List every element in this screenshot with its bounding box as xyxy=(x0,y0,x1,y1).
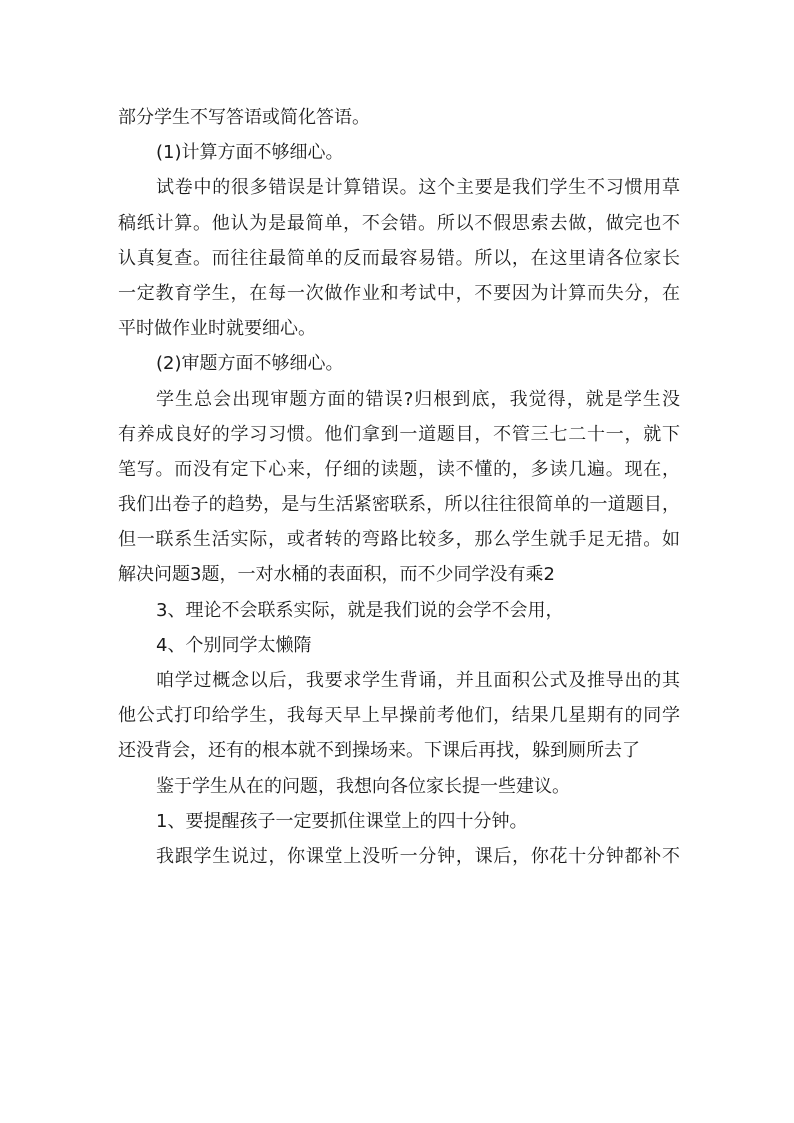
text-line: 认真复查。而往往最简单的反而最容易错。所以，在这里请各位家长 xyxy=(118,247,680,269)
text-line: 3、理论不会联系实际，就是我们说的会学不会用， xyxy=(156,599,564,621)
text-line: 稿纸计算。他认为是最简单，不会错。所以不假思索去做，做完也不 xyxy=(118,212,680,234)
text-line: 咱学过概念以后，我要求学生背诵，并且面积公式及推导出的其 xyxy=(156,670,680,691)
text-line: 平时做作业时就要细心。 xyxy=(118,318,316,340)
text-line: 鉴于学生从在的问题，我想向各位家长提一些建议。 xyxy=(156,775,570,797)
text-line: 我们出卷子的趋势，是与生活紧密联系，所以往往很简单的一道题目， xyxy=(118,494,680,516)
text-line: 他公式打印给学生，我每天早上早操前考他们，结果几星期有的同学 xyxy=(118,705,680,727)
text-line: 还没背会，还有的根本就不到操场来。下课后再找，躲到厕所去了 xyxy=(118,740,640,762)
text-line: 一定教育学生，在每一次做作业和考试中，不要因为计算而失分，在 xyxy=(118,282,680,304)
text-line: 有养成良好的学习习惯。他们拿到一道题目，不管三七二十一，就下 xyxy=(118,423,680,445)
text-line: (1)计算方面不够细心。 xyxy=(156,142,344,164)
text-line: 试卷中的很多错误是计算错误。这个主要是我们学生不习惯用草 xyxy=(156,177,680,199)
text-line: 我跟学生说过，你课堂上没听一分钟，课后，你花十分钟都补不 xyxy=(156,845,680,867)
text-line: 部分学生不写答语或简化答语。 xyxy=(118,107,370,128)
document-body xyxy=(118,100,680,874)
text-line: 4、个别同学太懒隋 xyxy=(156,634,312,656)
text-line: 1、要提醒孩子一定要抓住课堂上的四十分钟。 xyxy=(156,810,528,832)
text-line: 但一联系生活实际，或者转的弯路比较多，那么学生就手足无措。如 xyxy=(118,529,680,551)
text-line: 解决问题3题，一对水桶的表面积，而不少同学没有乘2 xyxy=(118,564,555,586)
text-line: 笔写。而没有定下心来，仔细的读题，读不懂的，多读几遍。现在， xyxy=(118,458,680,480)
text-line: 学生总会出现审题方面的错误?归根到底，我觉得，就是学生没 xyxy=(156,388,680,410)
text-line: (2)审题方面不够细心。 xyxy=(156,353,344,375)
